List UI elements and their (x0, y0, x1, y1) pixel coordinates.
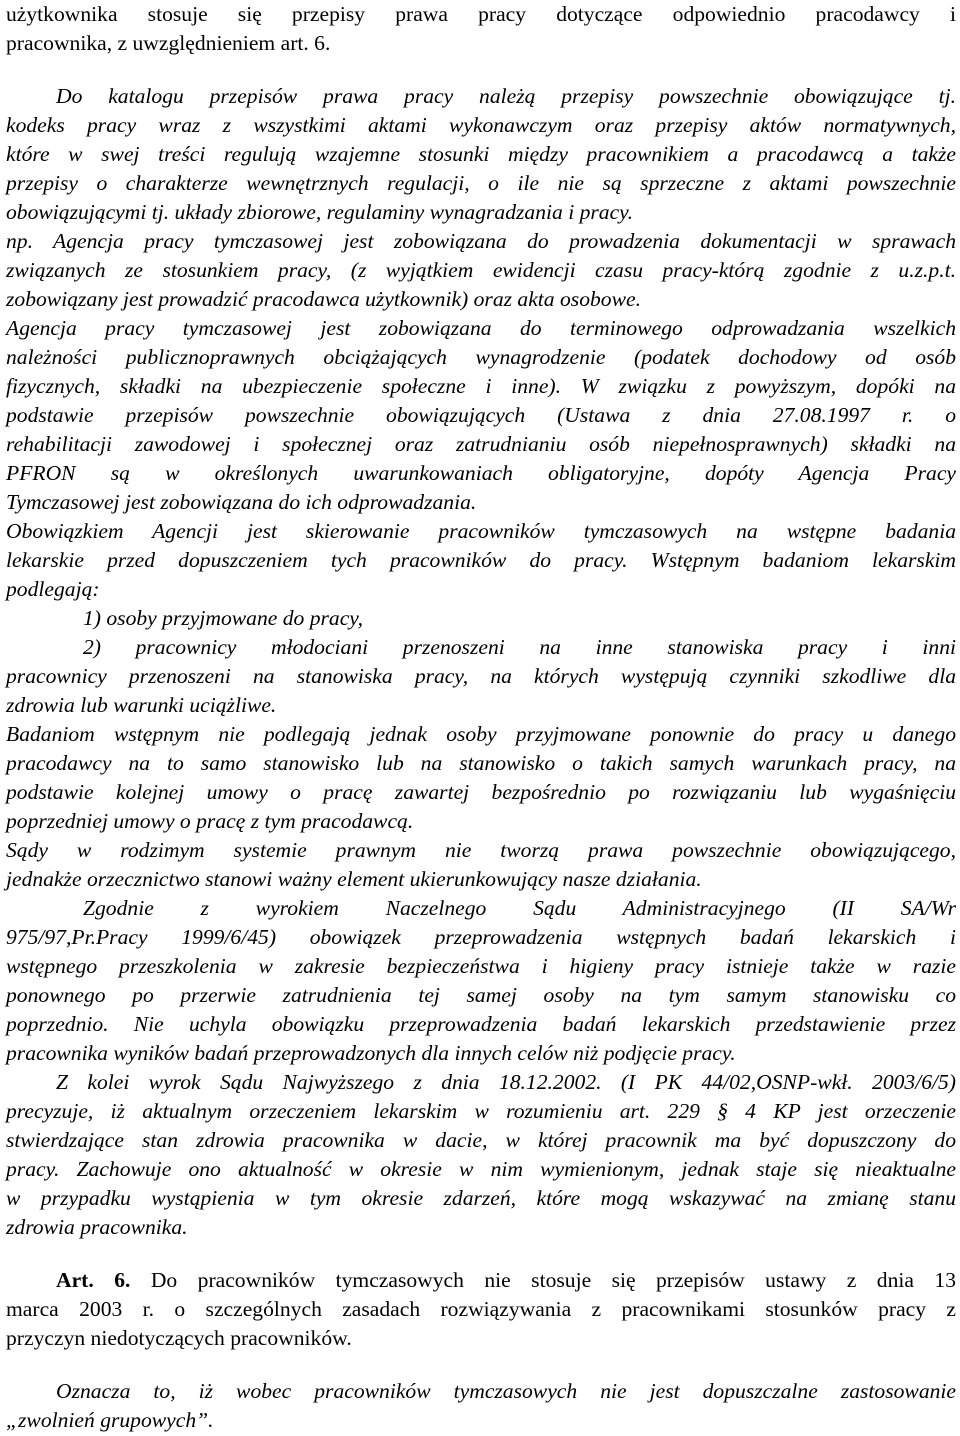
text-line (6, 1184, 956, 1213)
text-line (6, 517, 956, 546)
line-text: użytkownika stosuje się przepisy prawa pracy dotyczące odpowiednio pracodawcy i (6, 2, 956, 26)
line-text: podstawie przepisów powszechnie obowiązujących (Ustawa z dnia 27.08.1997 r. o (6, 403, 956, 427)
line-text: Oznacza to, iż wobec pracowników tymczasowych nie jest dopuszczalne zastosowanie (56, 1379, 956, 1403)
line-text: rehabilitacji zawodowej i społecznej oraz zatrudnianiu osób niepełnosprawnych) składki na (6, 432, 956, 456)
line-text: poprzednio. Nie uchyla obowiązku przeprowadzenia badań lekarskich przedstawienie przez (6, 1012, 956, 1036)
line-text: ponownego po przerwie zatrudnienia tej samej osoby na tym samym stanowisku co (6, 983, 956, 1007)
text-line (6, 546, 956, 575)
line-text: przepisy o charakterze wewnętrznych regulacji, o ile nie są sprzeczne z aktami powszechnie (6, 171, 956, 195)
line-text: Tymczasowej jest zobowiązana do ich odprowadzania. (6, 490, 477, 514)
line-text: związanych ze stosunkiem pracy, (z wyjątkiem ewidencji czasu pracy-którą zgodnie z u.z.p.t. (6, 258, 956, 282)
line-text: 2) pracownicy młodociani przenoszeni na inne stanowiska pracy i inni (83, 635, 956, 659)
line-text: np. Agencja pracy tymczasowej jest zobowiązana do prowadzenia dokumentacji w sprawach (6, 229, 956, 253)
line-text: podlegają: (6, 577, 100, 601)
text-line (6, 0, 956, 29)
line-text: Agencja pracy tymczasowej jest zobowiązana do terminowego odprowadzania wszelkich (6, 316, 956, 340)
line-text: pracownicy przenoszeni na stanowiska pracy, na których występują czynniki szkodliwe dla (6, 664, 956, 688)
line-text: zdrowia lub warunki uciążliwe. (6, 693, 277, 717)
text-line (6, 285, 956, 314)
text-line (56, 1377, 956, 1406)
text-line (6, 865, 956, 894)
text-line (6, 1097, 956, 1126)
line-text: stwierdzające stan zdrowia pracownika w dacie, w której pracownik ma być dopuszczony do (6, 1128, 956, 1152)
text-line (6, 29, 956, 58)
text-line (6, 836, 956, 865)
text-line (6, 488, 956, 517)
text-line (6, 314, 956, 343)
text-line (6, 343, 956, 372)
line-text: Do pracowników tymczasowych nie stosuje się przepisów ustawy z dnia 13 (150, 1268, 956, 1292)
text-line (6, 749, 956, 778)
text-line (56, 1068, 956, 1097)
text-line (56, 82, 956, 111)
line-text: 975/97,Pr.Pracy 1999/6/45) obowiązek przeprowadzenia wstępnych badań lekarskich i (6, 925, 956, 949)
line-text: precyzuje, iż aktualnym orzeczeniem lekarskim w rozumieniu art. 229 § 4 KP jest orzeczenie (6, 1099, 956, 1123)
text-line (6, 720, 956, 749)
text-line (6, 1295, 956, 1324)
text-line (6, 807, 956, 836)
line-text: Badaniom wstępnym nie podlegają jednak osoby przyjmowane ponownie do pracy u danego (6, 722, 956, 746)
text-line (6, 372, 956, 401)
text-line (6, 111, 956, 140)
line-text: Zgodnie z wyrokiem Naczelnego Sądu Administracyjnego (II SA/Wr (83, 896, 956, 920)
line-text: które w swej treści regulują wzajemne stosunki między pracownikiem a pracodawcą a także (6, 142, 956, 166)
text-line (6, 1406, 956, 1435)
text-line (6, 198, 956, 227)
text-line (6, 169, 956, 198)
text-line (6, 1126, 956, 1155)
line-text: pracodawcy na to samo stanowisko lub na stanowisko o takich samych warunkach pracy, na (6, 751, 956, 775)
line-text: pracy. Zachowuje ono aktualność w okresie w nim wymienionym, jednak staje się nieaktualne (6, 1157, 956, 1181)
line-text: Z kolei wyrok Sądu Najwyższego z dnia 18.12.2002. (I PK 44/02,OSNP-wkł. 2003/6/5) (56, 1070, 956, 1094)
text-line (6, 459, 956, 488)
line-text: „zwolnień grupowych”. (6, 1408, 214, 1432)
line-text: pracownika wyników badań przeprowadzonych dla innych celów niż podjęcie pracy. (6, 1041, 736, 1065)
line-text: poprzedniej umowy o pracę z tym pracodawcą. (6, 809, 414, 833)
text-line (6, 1155, 956, 1184)
text-line (6, 662, 956, 691)
line-text: marca 2003 r. o szczególnych zasadach rozwiązywania z pracownikami stosunków pracy z (6, 1297, 956, 1321)
line-text: Do katalogu przepisów prawa pracy należą przepisy powszechnie obowiązujące tj. (56, 84, 956, 108)
text-line (6, 778, 956, 807)
line-text: Obowiązkiem Agencji jest skierowanie pracowników tymczasowych na wstępne badania (6, 519, 956, 543)
text-line (6, 575, 956, 604)
line-text: należności publicznoprawnych obciążających wynagrodzenie (podatek dochodowy od osób (6, 345, 956, 369)
line-text: zobowiązany jest prowadzić pracodawca użytkownik) oraz akta osobowe. (6, 287, 641, 311)
text-line (6, 1213, 956, 1242)
line-text: lekarskie przed dopuszczeniem tych pracowników do pracy. Wstępnym badaniom lekarskim (6, 548, 956, 572)
text-line (83, 604, 956, 633)
line-text: 1) osoby przyjmowane do pracy, (83, 606, 364, 630)
line-text: wstępnego przeszkolenia w zakresie bezpieczeństwa i higieny pracy istnieje także w razie (6, 954, 956, 978)
line-text: podstawie kolejnej umowy o pracę zawartej bezpośrednio po rozwiązaniu lub wygaśnięciu (6, 780, 956, 804)
text-line (6, 923, 956, 952)
text-line (6, 691, 956, 720)
line-text: jednakże orzecznictwo stanowi ważny element ukierunkowujący nasze działania. (6, 867, 702, 891)
line-text: przyczyn niedotyczących pracowników. (6, 1326, 352, 1350)
text-line (6, 1324, 956, 1353)
text-line (6, 401, 956, 430)
article-label: Art. 6. (56, 1268, 151, 1292)
text-line (6, 981, 956, 1010)
text-line (6, 1010, 956, 1039)
line-text: Sądy w rodzimym systemie prawnym nie tworzą prawa powszechnie obowiązującego, (6, 838, 956, 862)
line-text: w przypadku wystąpienia w tym okresie zdarzeń, które mogą wskazywać na zmianę stanu (6, 1186, 956, 1210)
text-line (6, 227, 956, 256)
text-line (83, 633, 956, 662)
line-text: fizycznych, składki na ubezpieczenie społeczne i inne). W związku z powyższym, dopóki na (6, 374, 956, 398)
text-line (56, 1266, 956, 1295)
line-text: pracownika, z uwzględnieniem art. 6. (6, 31, 331, 55)
text-line (6, 1039, 956, 1068)
text-line (6, 256, 956, 285)
line-text: PFRON są w określonych uwarunkowaniach obligatoryjne, dopóty Agencja Pracy (6, 461, 956, 485)
text-line (83, 894, 956, 923)
text-line (6, 952, 956, 981)
line-text: obowiązującymi tj. układy zbiorowe, regulaminy wynagradzania i pracy. (6, 200, 633, 224)
text-line (6, 140, 956, 169)
line-text: kodeks pracy wraz z wszystkimi aktami wykonawczym oraz przepisy aktów normatywnych, (6, 113, 956, 137)
text-line (6, 430, 956, 459)
line-text: zdrowia pracownika. (6, 1215, 188, 1239)
